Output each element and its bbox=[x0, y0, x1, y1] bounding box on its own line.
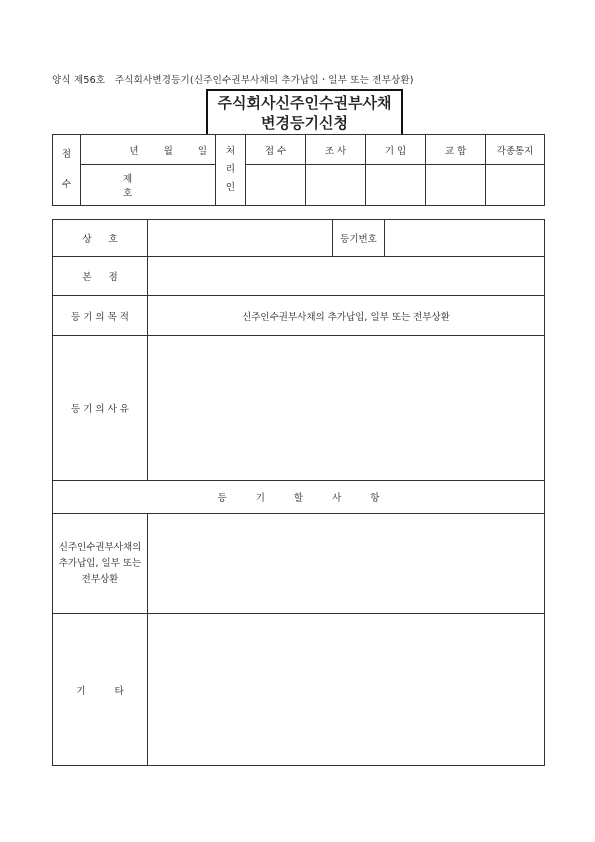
col-receipt: 접 수 bbox=[246, 135, 306, 165]
registration-number-field[interactable] bbox=[385, 220, 545, 257]
receipt-date-field[interactable]: 년 월 일 bbox=[81, 135, 216, 165]
stamp-entry[interactable] bbox=[366, 165, 426, 206]
form-header bbox=[52, 72, 414, 86]
head-office-field[interactable] bbox=[148, 257, 545, 296]
bond-label: 신주인수권부사채의 추가납입, 일부 또는 전부상환 bbox=[53, 514, 148, 614]
cause-label: 등 기 의 사 유 bbox=[53, 336, 148, 481]
stamp-receipt[interactable] bbox=[246, 165, 306, 206]
form-subtitle: 주식회사변경등기(신주인수권부사채의 추가납입ㆍ일부 또는 전부상환) bbox=[114, 75, 414, 86]
trade-name-label: 상 호 bbox=[53, 220, 148, 257]
receipt-label: 점 수 bbox=[53, 135, 81, 206]
form-number: 양식 제56호 bbox=[52, 75, 106, 86]
bond-field[interactable] bbox=[148, 514, 545, 614]
receipt-table bbox=[52, 134, 545, 206]
purpose-label: 등 기 의 목 적 bbox=[53, 296, 148, 336]
purpose-value: 신주인수권부사채의 추가납입, 일부 또는 전부상환 bbox=[148, 296, 545, 336]
stamp-collation[interactable] bbox=[426, 165, 486, 206]
cause-field[interactable] bbox=[148, 336, 545, 481]
trade-name-field[interactable] bbox=[148, 220, 333, 257]
stamp-review[interactable] bbox=[306, 165, 366, 206]
col-entry: 기 입 bbox=[366, 135, 426, 165]
title-line-2: 변경등기신청 bbox=[261, 114, 348, 132]
stamp-notices[interactable] bbox=[486, 165, 545, 206]
title-line-1: 주식회사신주인수권부사채 bbox=[217, 94, 392, 112]
receipt-number-field[interactable]: 제호 bbox=[81, 165, 216, 206]
registration-number-label: 등기번호 bbox=[333, 220, 385, 257]
col-notices: 각종통지 bbox=[486, 135, 545, 165]
other-field[interactable] bbox=[148, 614, 545, 766]
col-review: 조 사 bbox=[306, 135, 366, 165]
col-collation: 교 합 bbox=[426, 135, 486, 165]
matters-heading: 등 기 할 사 항 bbox=[53, 481, 545, 514]
head-office-label: 본 점 bbox=[53, 257, 148, 296]
page-title bbox=[206, 89, 403, 134]
other-label: 기 타 bbox=[53, 614, 148, 766]
handler-label: 처 리 인 bbox=[216, 135, 246, 206]
registration-table bbox=[52, 219, 545, 766]
